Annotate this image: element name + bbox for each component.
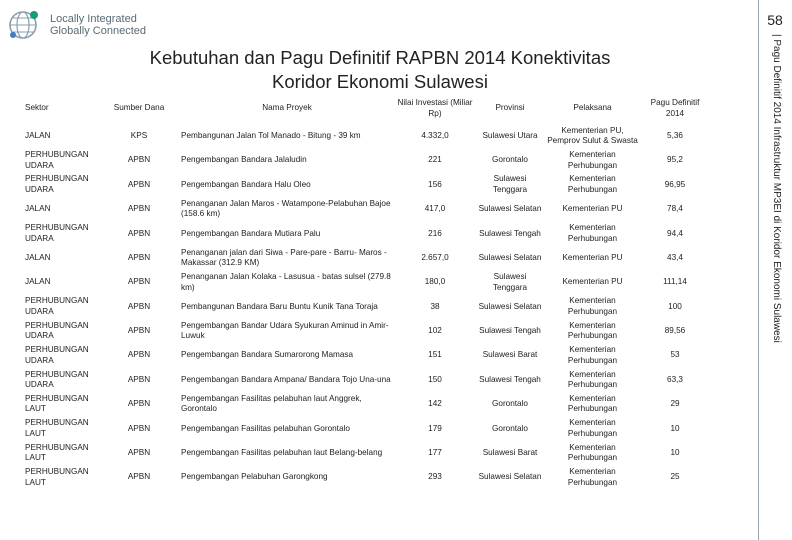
right-sidebar [756,0,792,540]
cell-provinsi: Gorontalo [492,399,528,409]
logo [6,8,156,42]
project-table [23,93,710,490]
cell-pelaksana: Kementerian Perhubungan [567,296,618,316]
cell-provinsi: Sulawesi Selatan [478,204,542,214]
cell-sumber-dana: APBN [127,326,151,336]
cell-nilai-investasi: 177 [428,448,442,458]
cell-pagu: 5,36 [667,130,683,140]
table-row [23,197,710,221]
cell-nama-proyek: Pengembangan Pelabuhan Garongkong [181,472,328,482]
table-row [23,222,710,246]
cell-sumber-dana: APBN [127,277,151,287]
title-line1: Kebutuhan dan Pagu Definitif RAPBN 2014 Konektivitas [149,47,611,68]
cell-pagu: 53 [670,350,680,360]
cell-sumber-dana: APBN [127,252,151,262]
cell-nilai-investasi: 150 [428,374,442,384]
cell-nilai-investasi: 179 [428,423,442,433]
table-row [23,392,710,416]
table-row [23,148,710,172]
table-row [23,417,710,441]
title-line2: Koridor Ekonomi Sulawesi [272,71,488,92]
cell-pelaksana: Kementerian Perhubungan [567,418,618,438]
cell-provinsi: Sulawesi Tenggara [492,174,528,194]
logo-line1: Locally Integrated [50,13,137,25]
cell-nilai-investasi: 156 [428,179,442,189]
cell-pagu: 78,4 [667,204,683,214]
page-number: 58 [767,12,783,28]
table-row [23,368,710,392]
cell-provinsi: Sulawesi Selatan [478,472,542,482]
cell-pelaksana: Kementerian PU [562,277,623,287]
header-sumber-dana: Sumber Dana [113,103,165,113]
cell-pagu: 89,56 [664,326,686,336]
cell-nama-proyek: Pengembangan Fasilitas pelabuhan laut Anggrek, Gorontalo [181,393,362,414]
table-row [23,124,710,148]
cell-nilai-investasi: 38 [430,301,440,311]
cell-sektor: PERHUBUNGAN LAUT [25,467,89,487]
header-nilai-investasi: Nilai Investasi (Miliar Rp) [397,98,473,118]
cell-sumber-dana: APBN [127,374,151,384]
cell-pagu: 29 [670,399,680,409]
page-title [90,46,670,94]
cell-provinsi: Sulawesi Tengah [479,374,541,384]
header-pagu: Pagu Definitif 2014 [650,98,700,118]
cell-nama-proyek: Pengembangan Bandara Sumarorong Mamasa [181,350,354,360]
cell-sumber-dana: APBN [127,179,151,189]
cell-pelaksana: Kementerian Perhubungan [567,393,618,414]
cell-sumber-dana: APBN [127,228,151,238]
cell-nama-proyek: Pengembangan Bandara Mutiara Palu [181,228,321,238]
cell-provinsi: Sulawesi Tengah [479,326,541,336]
side-caption: | Pagu Definitif 2014 Infrastruktur MP3EI di Koridor Ekonomi Sulawesi [771,34,782,343]
cell-pelaksana: Kementerian Perhubungan [567,174,618,194]
cell-pagu: 10 [670,448,680,458]
cell-pelaksana: Kementerian Perhubungan [567,150,618,170]
cell-pagu: 43,4 [667,252,683,262]
cell-nama-proyek: Pembangunan Jalan Tol Manado - Bitung - 39 km [181,130,361,140]
cell-pelaksana: Kementerian Perhubungan [567,467,618,487]
cell-nama-proyek: Penanganan Jalan Maros - Watampone-Pelabuhan Bajoe (158.6 km) [181,198,391,219]
cell-pelaksana: Kementerian Perhubungan [567,442,618,463]
cell-sumber-dana: APBN [127,204,151,214]
header-sektor: Sektor [25,103,49,113]
cell-nilai-investasi: 151 [428,350,442,360]
cell-nama-proyek: Pengembangan Bandara Halu Oleo [181,179,311,189]
cell-nama-proyek: Pengembangan Bandar Udara Syukuran Aminud in Amir-Luwuk [181,320,389,341]
cell-pagu: 10 [670,423,680,433]
cell-nama-proyek: Pengembangan Fasilitas pelabuhan Gorontalo [181,423,350,433]
cell-provinsi: Sulawesi Utara [482,130,538,140]
cell-pelaksana: Kementerian PU [562,252,623,262]
cell-sumber-dana: APBN [127,423,151,433]
table-header-row [23,93,710,124]
logo-line2: Globally Connected [50,25,147,37]
cell-nilai-investasi: 180,0 [424,277,446,287]
cell-provinsi: Sulawesi Selatan [478,301,542,311]
cell-nilai-investasi: 221 [428,155,442,165]
cell-nilai-investasi: 142 [428,399,442,409]
cell-sektor: PERHUBUNGAN UDARA [25,150,89,170]
cell-provinsi: Sulawesi Barat [482,448,538,458]
cell-sumber-dana: APBN [127,350,151,360]
header-nama-proyek: Nama Proyek [262,103,312,113]
cell-pelaksana: Kementerian Perhubungan [567,223,618,243]
cell-sektor: PERHUBUNGAN UDARA [25,369,89,390]
globe-logo-icon [6,8,44,42]
cell-pagu: 63,3 [667,374,683,384]
cell-provinsi: Sulawesi Tengah [479,228,541,238]
cell-nilai-investasi: 2.657,0 [421,252,449,262]
cell-pagu: 96,95 [664,179,686,189]
cell-provinsi: Sulawesi Tenggara [492,272,528,292]
cell-pelaksana: Kementerian PU [562,204,623,214]
table-row [23,319,710,343]
cell-nilai-investasi: 293 [428,472,442,482]
cell-sektor: PERHUBUNGAN LAUT [25,393,89,414]
cell-provinsi: Gorontalo [492,423,528,433]
cell-nama-proyek: Pengembangan Fasilitas pelabuhan laut Belang-belang [181,448,383,458]
cell-sumber-dana: APBN [127,155,151,165]
cell-sumber-dana: APBN [127,399,151,409]
sidebar-rule [758,0,759,540]
cell-provinsi: Gorontalo [492,155,528,165]
table-row [23,344,710,368]
cell-sektor: PERHUBUNGAN UDARA [25,345,89,365]
table-row [23,173,710,197]
cell-pagu: 100 [668,301,682,311]
cell-nilai-investasi: 417,0 [424,204,446,214]
cell-sumber-dana: APBN [127,301,151,311]
cell-sektor: PERHUBUNGAN UDARA [25,296,89,316]
cell-sektor: JALAN [25,252,51,262]
cell-sumber-dana: KPS [130,130,148,140]
cell-pelaksana: Kementerian Perhubungan [567,369,618,390]
cell-nama-proyek: Pembangunan Bandara Baru Buntu Kunik Tana Toraja [181,301,378,311]
table-row [23,246,710,270]
cell-sektor: PERHUBUNGAN UDARA [25,320,89,341]
cell-nama-proyek: Pengembangan Bandara Ampana/ Bandara Tojo Una-una [181,374,391,384]
cell-provinsi: Sulawesi Selatan [478,252,542,262]
cell-sektor: PERHUBUNGAN LAUT [25,418,89,438]
cell-pelaksana: Kementerian Perhubungan [567,320,618,341]
cell-pagu: 25 [670,472,680,482]
logo-text [50,13,146,37]
cell-nama-proyek: Penanganan Jalan Kolaka - Lasusua - batas sulsel (279.8 km) [181,272,391,292]
header-provinsi: Provinsi [495,103,525,113]
cell-sumber-dana: APBN [127,472,151,482]
cell-pagu: 111,14 [663,277,687,287]
cell-sumber-dana: APBN [127,448,151,458]
cell-sektor: PERHUBUNGAN UDARA [25,174,89,194]
table-row [23,270,710,294]
cell-nama-proyek: Pengembangan Bandara Jalaludin [181,155,307,165]
table-row [23,295,710,319]
table-row [23,441,710,465]
cell-sektor: JALAN [25,277,51,287]
cell-pagu: 95,2 [667,155,683,165]
cell-pagu: 94,4 [667,228,683,238]
cell-provinsi: Sulawesi Barat [482,350,538,360]
cell-pelaksana: Kementerian Perhubungan [567,345,618,365]
cell-sektor: JALAN [25,204,51,214]
header-pelaksana: Pelaksana [573,103,612,113]
cell-sektor: JALAN [25,130,51,140]
cell-nilai-investasi: 102 [428,326,442,336]
cell-sektor: PERHUBUNGAN LAUT [25,442,89,463]
cell-nilai-investasi: 216 [428,228,442,238]
cell-nilai-investasi: 4.332,0 [421,130,449,140]
cell-sektor: PERHUBUNGAN UDARA [25,223,89,243]
table-row [23,465,710,489]
cell-pelaksana: Kementerian PU, Pemprov Sulut & Swasta [547,125,638,146]
cell-nama-proyek: Penanganan jalan dari Siwa - Pare-pare - Barru- Maros - Makassar (312.9 KM) [181,247,387,268]
